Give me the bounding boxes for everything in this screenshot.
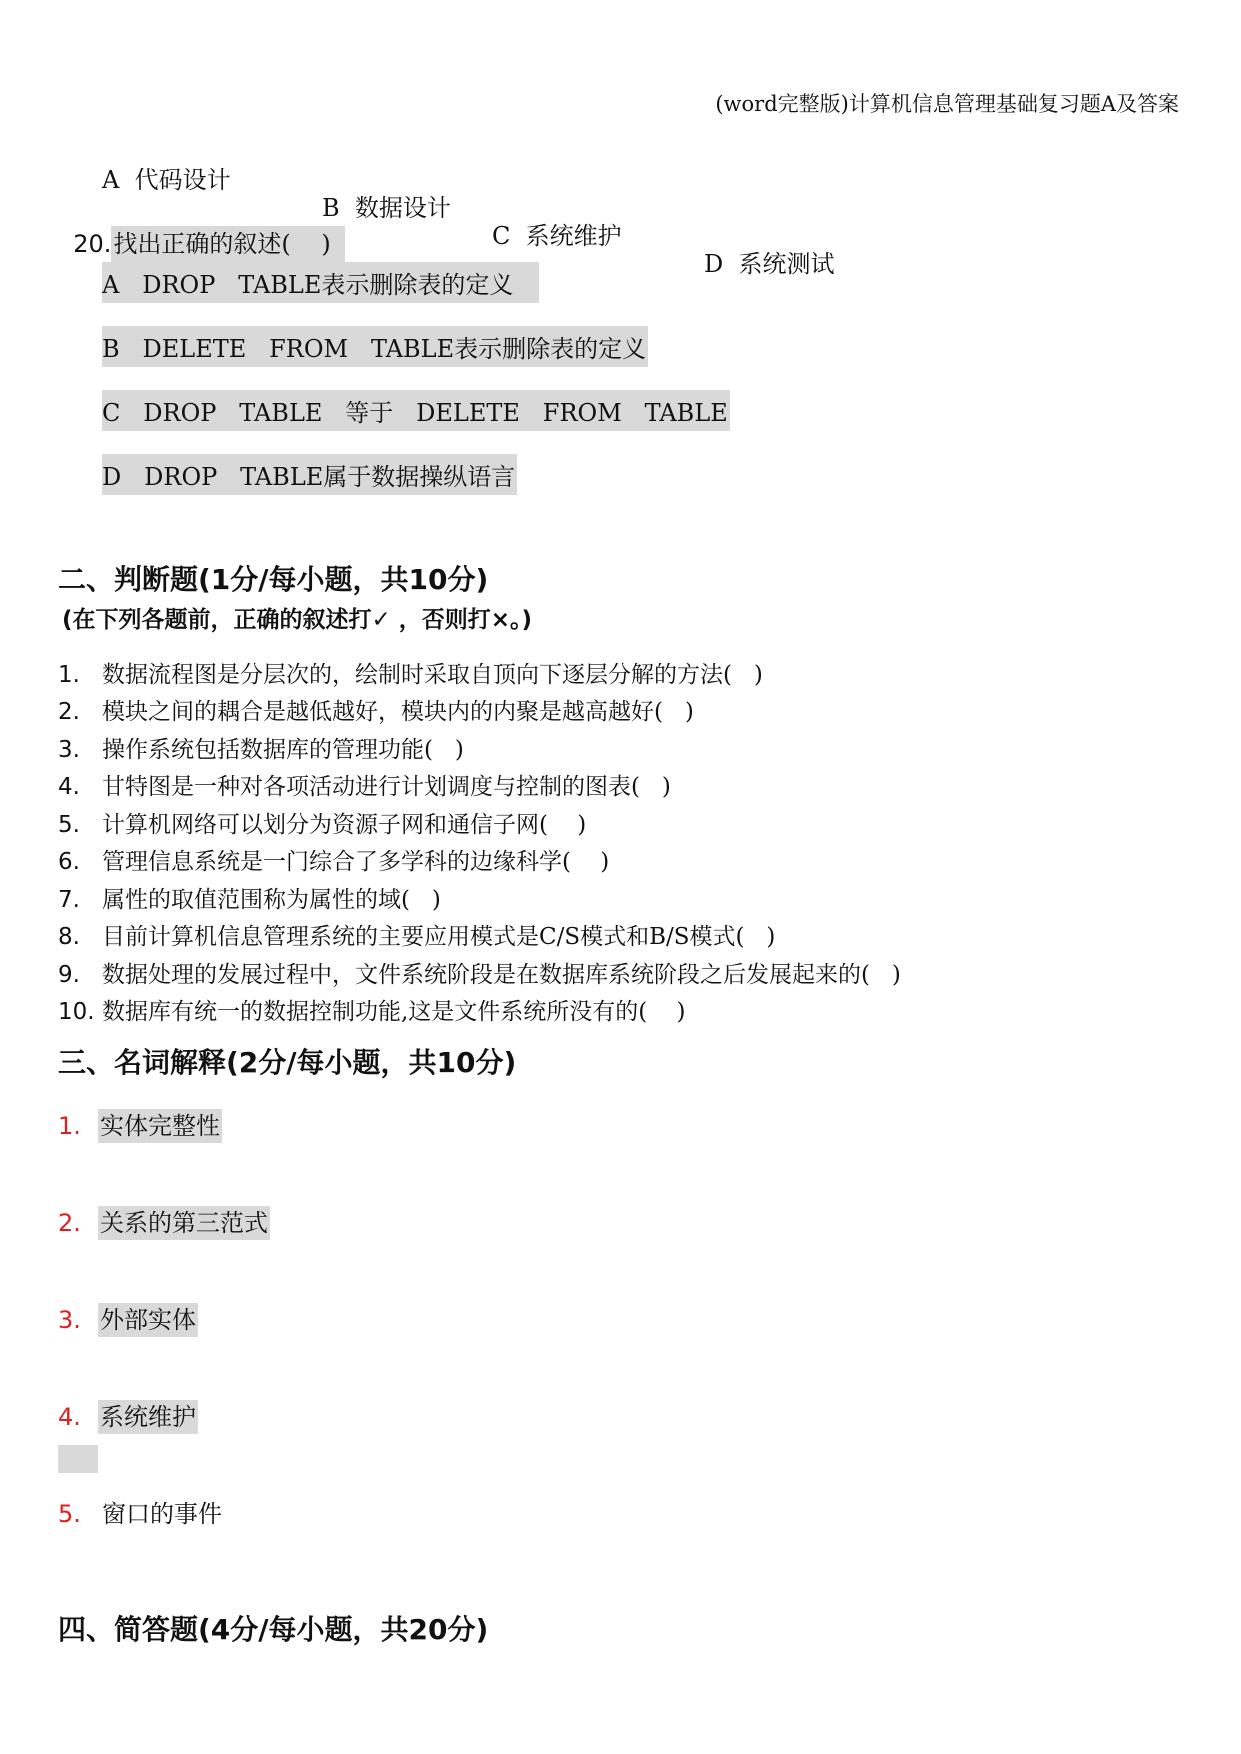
tf-item-7: 7. 属性的取值范围称为属性的域( ) bbox=[58, 887, 441, 913]
tf-item-3: 3. 操作系统包括数据库的管理功能( ) bbox=[58, 737, 464, 763]
section2-title: 二、判断题(1分/每小题，共10分) bbox=[58, 563, 489, 596]
q19-option-c: C 系统维护 bbox=[492, 222, 622, 250]
q20-option-a: A DROP TABLE表示删除表的定义 bbox=[102, 262, 539, 303]
tf-item-5: 5. 计算机网络可以划分为资源子网和通信子网( ) bbox=[58, 812, 587, 838]
q20-number: 20. bbox=[73, 230, 112, 258]
q20-option-b: B DELETE FROM TABLE表示删除表的定义 bbox=[102, 326, 648, 367]
tf-item-1: 1. 数据流程图是分层次的，绘制时采取自顶向下逐层分解的方法( ) bbox=[58, 662, 763, 688]
term-item-1: 1. 实体完整性 bbox=[58, 1106, 222, 1141]
section3-title: 三、名词解释(2分/每小题，共10分) bbox=[58, 1046, 517, 1079]
tf-item-4: 4. 甘特图是一种对各项活动进行计划调度与控制的图表( ) bbox=[58, 774, 671, 800]
tf-item-2: 2. 模块之间的耦合是越低越好，模块内的内聚是越高越好( ) bbox=[58, 699, 694, 725]
q20-option-c: C DROP TABLE 等于 DELETE FROM TABLE bbox=[102, 390, 730, 431]
q20-option-d: D DROP TABLE属于数据操纵语言 bbox=[102, 454, 517, 495]
tf-item-8: 8. 目前计算机信息管理系统的主要应用模式是C/S模式和B/S模式( ) bbox=[58, 924, 776, 950]
tf-item-6: 6. 管理信息系统是一门综合了多学科的边缘科学( ) bbox=[58, 849, 610, 875]
highlight-block bbox=[58, 1445, 98, 1473]
page-header: (word完整版)计算机信息管理基础复习题A及答案 bbox=[715, 92, 1179, 116]
q20-question bbox=[58, 196, 345, 259]
q19-option-b: B 数据设计 bbox=[322, 194, 451, 222]
section4-title: 四、简答题(4分/每小题，共20分) bbox=[58, 1613, 489, 1646]
q19-option-a: A 代码设计 bbox=[102, 166, 231, 194]
q20-stem: 找出正确的叙述( ) bbox=[111, 226, 344, 262]
section2-subtitle: (在下列各题前，正确的叙述打✓ ，否则打×。) bbox=[62, 607, 533, 633]
term-item-5: 5. 窗口的事件 bbox=[58, 1500, 222, 1528]
q19-option-d: D 系统测试 bbox=[704, 250, 835, 278]
tf-item-10: 10. 数据库有统一的数据控制功能,这是文件系统所没有的( ) bbox=[58, 999, 686, 1025]
tf-item-9: 9. 数据处理的发展过程中，文件系统阶段是在数据库系统阶段之后发展起来的( ) bbox=[58, 962, 901, 988]
term-item-2: 2. 关系的第三范式 bbox=[58, 1203, 270, 1238]
term-item-4: 4. 系统维护 bbox=[58, 1397, 198, 1432]
term-item-3: 3. 外部实体 bbox=[58, 1300, 198, 1335]
